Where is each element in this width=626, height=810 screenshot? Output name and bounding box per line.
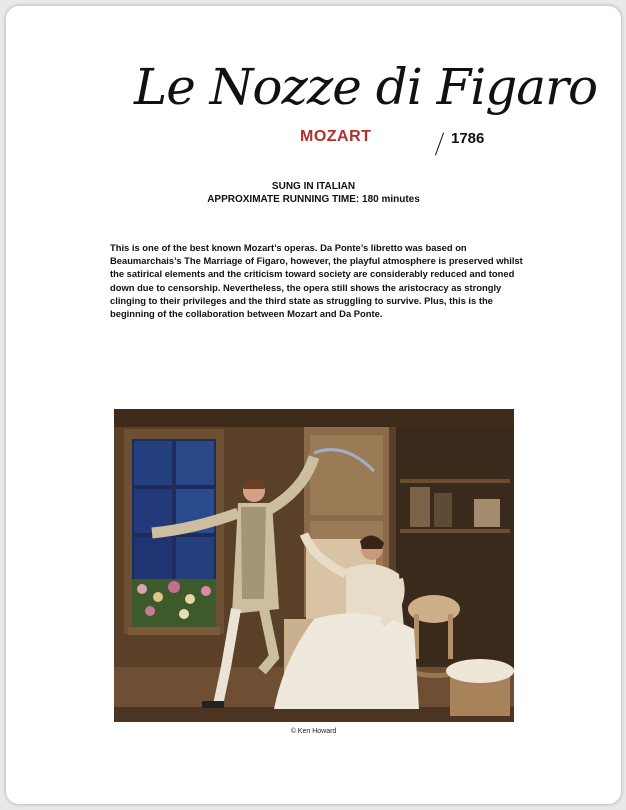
production-photo	[114, 409, 514, 722]
program-page	[5, 5, 622, 805]
running-time: APPROXIMATE RUNNING TIME: 180 minutes	[207, 194, 420, 205]
title-divider	[435, 133, 444, 156]
synopsis-paragraph: This is one of the best known Mozart’s operas. Da Ponte’s libretto was based on Beaumarchais’s The Marriage of Figaro, however, the playful atmosphere is preserved whilst the satirical elements and the criticism toward society are considerably reduced and toned down due to censorship. Nevertheless, the opera still shows the aristocracy as strongly clinging to their privileges and the third state as struggling to survive. Plus, this is the beginning of the collaboration between Mozart and Da Ponte.	[110, 242, 523, 320]
premiere-year: 1786	[451, 130, 485, 147]
photo-credit: © Ken Howard	[290, 728, 337, 735]
opera-title: Le Nozze di Figaro	[134, 58, 598, 116]
opera-title-logo	[134, 58, 598, 158]
stage-scene-image	[114, 409, 514, 722]
language-note: SUNG IN ITALIAN	[271, 181, 356, 192]
composer-name: MOZART	[300, 128, 372, 145]
